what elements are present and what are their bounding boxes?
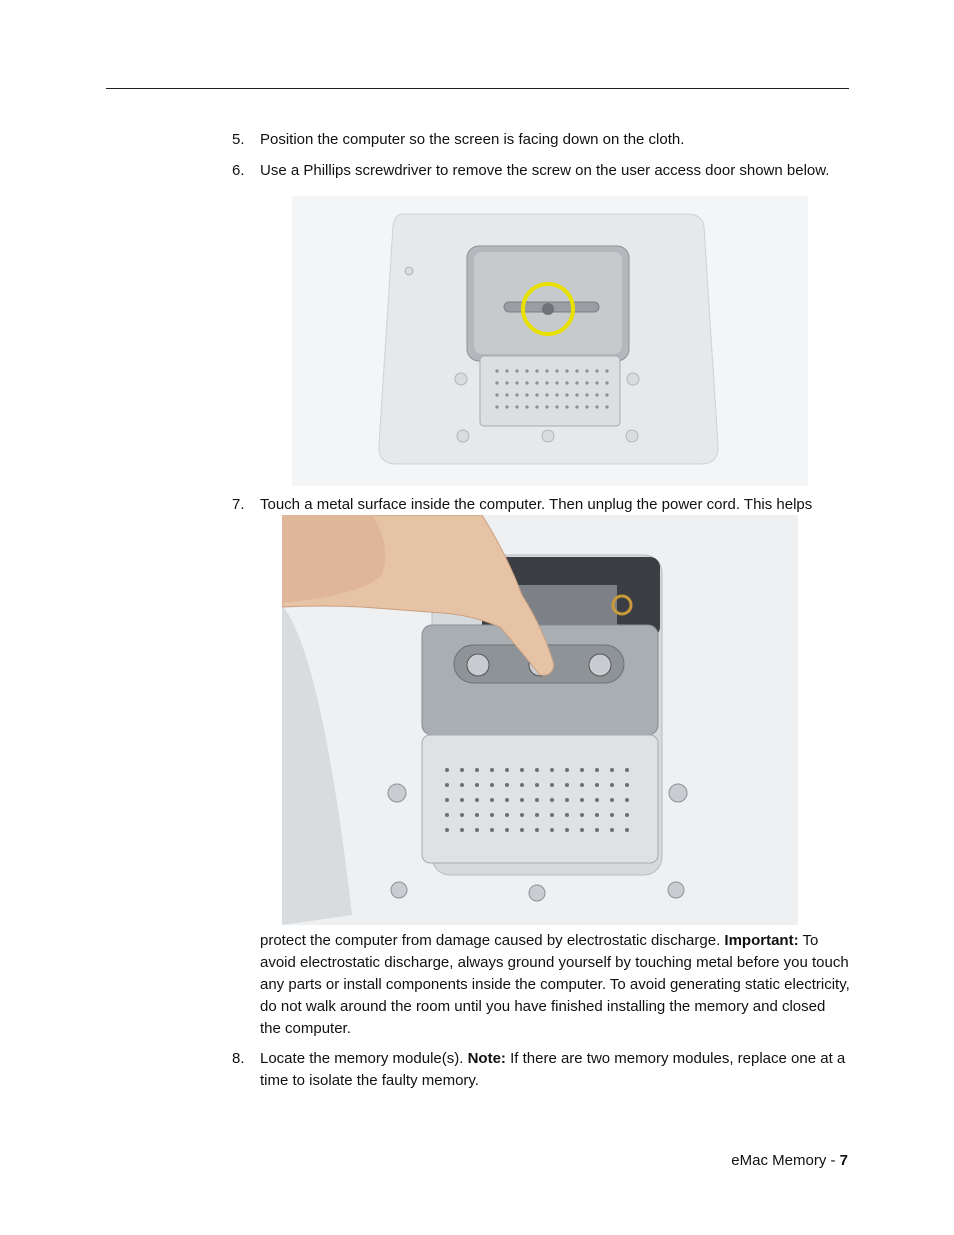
step-text: Position the computer so the screen is facing down on the cloth. (260, 131, 685, 148)
step-number: 5. (232, 131, 245, 148)
warning-text-end: To avoid electrostatic discharge, always ground yourself by touching metal before you touch any parts or install components inside the computer. To avoid generating static electricity, do not walk around the room until you have finished installing the memory and closed the computer. (260, 932, 850, 1037)
note-label: Note: (467, 1050, 506, 1067)
step-text: Touch a metal surface inside the computer. Then unplug the power cord. This helps (260, 496, 813, 513)
header-rule (106, 88, 849, 89)
step-number: 7. (232, 496, 245, 513)
step-number: 8. (232, 1050, 245, 1067)
access-door-photo (292, 196, 808, 486)
touch-metal-photo (282, 515, 798, 925)
important-label: Important: (724, 932, 799, 949)
page-number: 7 (839, 1152, 848, 1169)
step-8-text-end: If there are two memory modules, replace one at a time to isolate the faulty memory. (260, 1050, 846, 1089)
step-7-continued (260, 930, 850, 1040)
page-footer (731, 1150, 848, 1172)
step-text: Use a Phillips screwdriver to remove the screw on the user access door shown below. (260, 162, 830, 179)
step-8-text-start: Locate the memory module(s). (260, 1050, 468, 1067)
step-text (260, 1048, 852, 1092)
step-number: 6. (232, 162, 245, 179)
warning-text-start: protect the computer from damage caused by electrostatic discharge. (260, 932, 725, 949)
footer-title: eMac Memory - (731, 1152, 840, 1169)
